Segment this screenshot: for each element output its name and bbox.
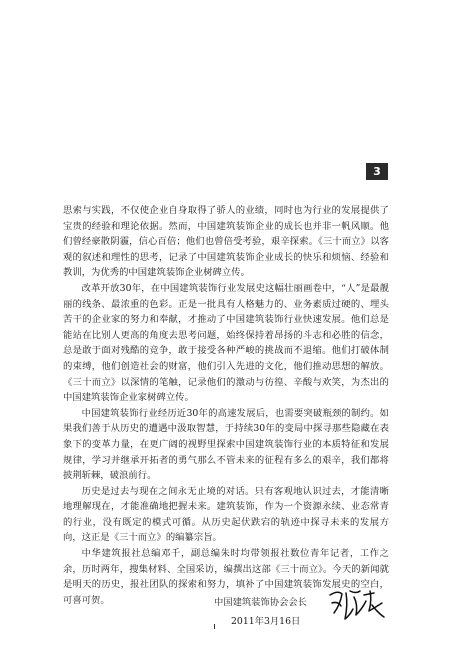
margin-tick <box>214 624 215 629</box>
handwritten-signature <box>326 585 388 625</box>
page-number-badge <box>366 163 388 180</box>
paragraph-4: 历史是过去与现在之间永无止境的对话。只有客观地认识过去，才能清晰地理解现在，才能准确地把握未来。建筑装饰，作为一个资源永续、业态常青的行业，没有既定的模式可循。从历史起伏跌宕的轨迹中探寻未来的发展方向，这正是《三十而立》的编纂宗旨。 <box>63 485 389 544</box>
signature-block <box>214 593 307 631</box>
preface-body <box>63 203 389 608</box>
paragraph-2: 改革开放30年，在中国建筑装饰行业发展史这幅壮丽画卷中，“人”是最靓丽的线条、最浓重的色彩。正是一批具有人格魅力的、业务素质过硬的、埋头苦干的企业家的努力和奉献，才推动了中国建筑装饰行业快速发展。他们总是能站在比别人更高的角度去思考问题，始终保持着昂扬的斗志和必胜的信念，总是敢于面对残酷的竞争，敢于接受各种严峻的挑战而不退缩。他们打破体制的束缚，他们创造社会的财富，他们引入先进的文化，他们推动思想的解放。《三十而立》以深情的笔触，记录他们的激动与彷徨、辛酸与欢笑，为杰出的中国建筑装饰企业家树碑立传。 <box>63 282 389 404</box>
page-number: 3 <box>373 165 381 178</box>
paragraph-5: 中华建筑报社总编邓千，副总编朱时均带领报社数位青年记者，工作之余，历时两年，搜集材料、全国采访，编撰出这部《三十而立》。今天的新闻就是明天的历史，报社团队的探索和努力，填补了中国建筑装饰发展史的空白，可喜可贺。 <box>63 548 389 606</box>
signature-organization: 中国建筑装饰协会会长 <box>214 597 307 608</box>
paragraph-1: 思索与实践，不仅使企业自身取得了骄人的业绩，同时也为行业的发展提供了宝贵的经验和理论依据。然而，中国建筑装饰企业的成长也并非一帆风顺。他们曾经豪散阴霾，信心百倍；他们也曾倍受考验，艰辛探索。《三十而立》以客观的叙述和理性的思考，记录了中国建筑装饰企业成长的快乐和烦恼、经验和教训，为优秀的中国建筑装饰企业树碑立传。 <box>63 205 389 279</box>
signature-date: 2011年3月16日 <box>231 616 301 627</box>
paragraph-3: 中国建筑装饰行业经历近30年的高速发展后，也需要突破瓶颈的制约。如果我们善于从历史的遭遇中汲取智慧，于持续30年的变局中探寻那些隐藏在表象下的变革力量，在更广阔的视野里探索中国建筑装饰行业的本质特征和发展规律，学习并继承开拓者的勇气那么不管未来的征程有多么的艰辛，我们都将披荆斩棘，破浪前行。 <box>63 407 389 482</box>
